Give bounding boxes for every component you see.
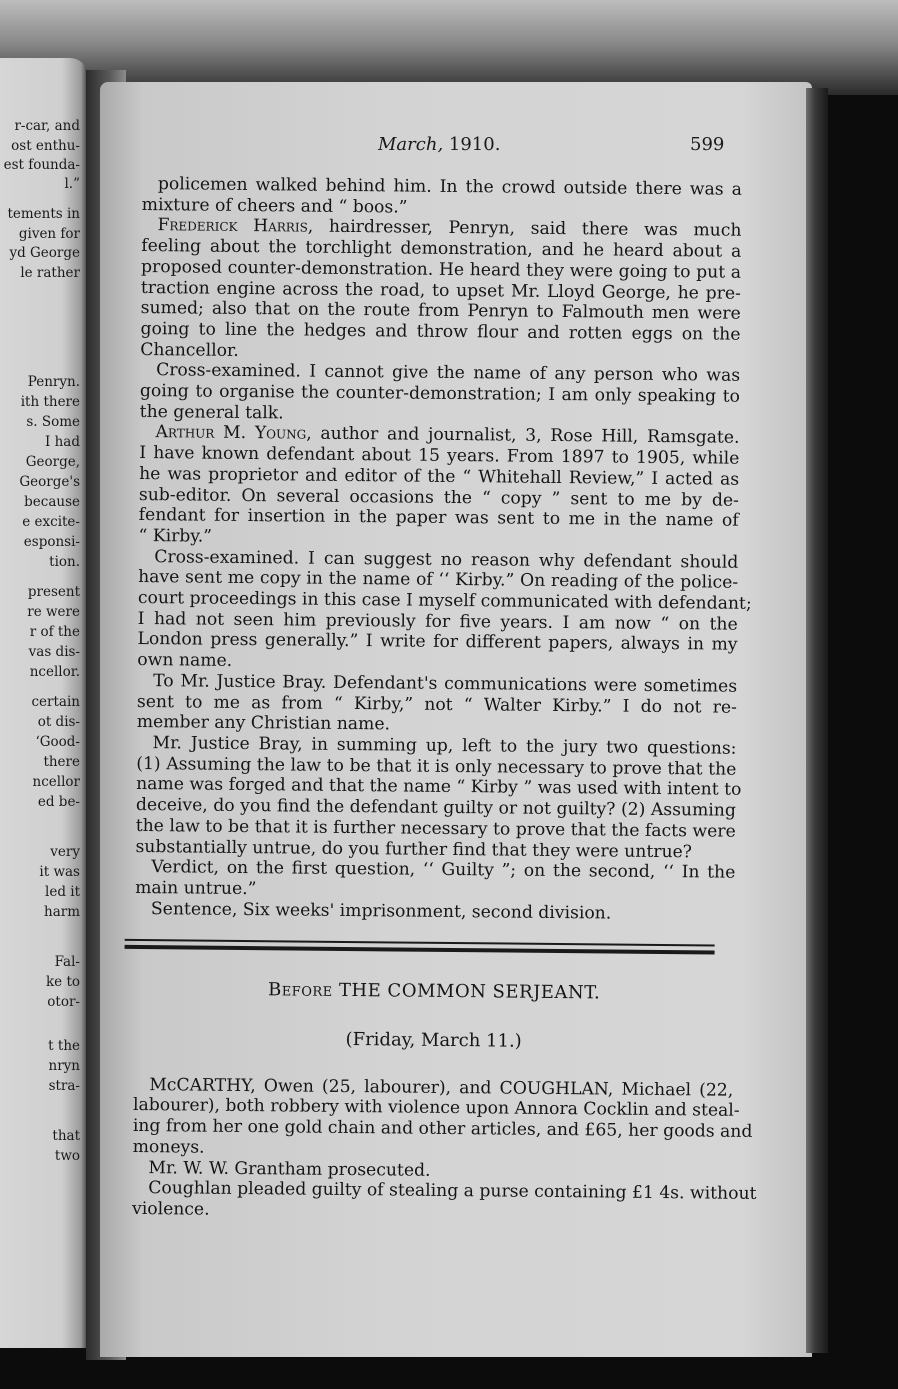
text-line: court proceedings in this case I myself communicated with defendant;	[137, 588, 752, 614]
left-page-line: ot dis-	[37, 714, 80, 730]
left-page-line: t the	[48, 1038, 80, 1054]
left-page-line: there	[43, 754, 80, 770]
left-page-line: ed be-	[37, 794, 80, 810]
text-line: Cross-examined. I cannot give the name of any person who was	[156, 360, 741, 387]
left-page-line: harm	[44, 904, 80, 920]
left-page-line: very	[50, 844, 80, 860]
left-page-line: vas dis-	[28, 644, 80, 660]
left-page-fragment	[0, 58, 88, 1348]
left-page-line: because	[24, 494, 80, 510]
left-page-line: it was	[39, 864, 80, 880]
paragraph	[140, 360, 741, 428]
testimony-paragraphs	[135, 174, 752, 925]
left-page-line: le rather	[20, 265, 80, 281]
left-page-line: tements in	[7, 206, 80, 222]
paragraph	[140, 215, 741, 366]
header-date: March, 1910.	[378, 134, 501, 155]
left-page-line: est founda-	[3, 157, 80, 173]
left-page-line: present	[27, 584, 80, 600]
left-page-line: two	[54, 1148, 80, 1164]
text-line: (1) Assuming the law to be that it is only necessary to prove that the	[136, 753, 737, 780]
text-line: McCARTHY, Owen (25, labourer), and COUGHLAN, Michael (22,	[149, 1074, 734, 1101]
text-line: member any Christian name.	[136, 712, 391, 735]
left-page-line: Penryn.	[27, 374, 80, 390]
paragraph	[135, 857, 735, 904]
paragraph	[132, 1074, 753, 1164]
paragraph	[135, 733, 742, 863]
text-line: the general talk.	[139, 401, 284, 424]
left-page-line: ncellor.	[29, 664, 80, 680]
left-page-line: that	[52, 1128, 80, 1144]
left-page-line: stra-	[48, 1078, 80, 1094]
section-divider	[125, 939, 715, 955]
left-page-line: ost enthu-	[11, 138, 80, 154]
text-line: the law to be that it is further necessary to prove that the facts were	[135, 815, 736, 842]
text-line: I had not seen him previously for five years. I am now “ on the	[137, 608, 738, 635]
text-line: substantially untrue, do you further find that they were untrue?	[135, 836, 693, 862]
text-line: traction engine across the road, to upset Mr. Lloyd George, he pre-	[140, 277, 741, 304]
right-page	[100, 82, 812, 1357]
text-line: deceive, do you find the defendant guilty or not guilty? (2) Assuming	[135, 795, 737, 821]
left-page-line: e excite-	[22, 514, 80, 530]
paragraph	[137, 546, 752, 677]
text-line: labourer), both robbery with violence upon Annora Cocklin and steal-	[132, 1095, 740, 1122]
left-page-line: ke to	[45, 974, 80, 990]
paragraph	[138, 422, 739, 552]
text-line: Verdict, on the first question, ‘‘ Guilty ”; on the second, ‘‘ In the	[151, 857, 736, 883]
text-line: fendant for insertion in the paper was sent to me in the name of	[138, 505, 739, 531]
text-line: Cross-examined. I can suggest no reason why defendant should	[154, 546, 739, 573]
text-line: policemen walked behind him. In the crowd outside there was a	[157, 174, 742, 200]
paragraph	[131, 1178, 757, 1225]
left-page-line: r of the	[29, 624, 80, 640]
text-line: feeling about the torchlight demonstration, and he heard about a	[141, 236, 742, 262]
text-line: main untrue.”	[135, 877, 257, 900]
text-line: “ Kirby.”	[138, 525, 213, 547]
text-line: moneys.	[132, 1136, 205, 1158]
left-page-line: l.”	[64, 176, 80, 192]
text-line: Sentence, Six weeks' imprisonment, second division.	[150, 898, 612, 924]
text-line: Arthur M. Young, author and journalist, 3, Rose Hill, Ramsgate.	[155, 422, 740, 449]
running-header	[100, 134, 812, 158]
text-line: Coughlan pleaded guilty of stealing a purse containing £1 4s. without	[148, 1178, 757, 1205]
page-number: 599	[690, 134, 725, 155]
left-page-line: yd George	[9, 245, 80, 261]
left-page-line: nryn	[48, 1058, 80, 1074]
left-page-line: led it	[45, 884, 80, 900]
left-page-line: ncellor	[32, 774, 80, 790]
left-page-line: I had	[44, 434, 80, 450]
left-page-line: esponsi-	[23, 534, 80, 550]
left-page-line: Fal-	[54, 954, 80, 970]
text-line: mixture of cheers and “ boos.”	[141, 194, 408, 218]
text-line: Chancellor.	[140, 339, 239, 361]
left-page-line: r-car, and	[14, 118, 80, 134]
text-line: proposed counter-demonstration. He heard they were going to put a	[141, 256, 742, 283]
section-heading: Before THE COMMON SERJEANT.	[267, 979, 601, 1004]
text-line: sumed; also that on the route from Penryn to Falmouth men were	[140, 298, 741, 324]
text-line: London press generally.” I write for different papers, always in my	[137, 629, 738, 656]
text-line: sent to me as from “ Kirby,” not “ Walter Kirby.” I do not re-	[136, 691, 738, 718]
left-page-line: tion.	[49, 554, 80, 570]
left-page-line: ith there	[20, 394, 80, 410]
section-date: (Friday, March 11.)	[345, 1029, 522, 1052]
text-line: he was proprietor and editor of the “ Whitehall Review,” I acted as	[139, 463, 740, 490]
left-page-line: s. Some	[26, 414, 80, 430]
text-line: going to organise the counter-demonstration; I am only speaking to	[139, 381, 740, 407]
text-line: ing from her one gold chain and other articles, and £65, her goods and	[132, 1116, 753, 1143]
text-line: name was forged and that the name “ Kirby ” was used with intent to	[136, 774, 742, 801]
left-page-line: re were	[27, 604, 80, 620]
text-line: I have known defendant about 15 years. From 1897 to 1905, while	[139, 443, 740, 469]
left-page-line: George,	[25, 454, 80, 470]
text-line: Mr. W. W. Grantham prosecuted.	[148, 1157, 431, 1181]
witness-name: Frederick Harris,	[157, 215, 314, 238]
left-page-line: otor-	[47, 994, 80, 1010]
witness-name: Arthur M. Young,	[155, 422, 312, 445]
left-page-line: given for	[18, 226, 80, 242]
text-line: To Mr. Justice Bray. Defendant's communications were sometimes	[153, 671, 738, 697]
text-line: Mr. Justice Bray, in summing up, left to the jury two questions:	[152, 733, 737, 759]
paragraph	[135, 899, 735, 925]
left-page-line: certain	[31, 694, 80, 710]
page-edge-shadow	[806, 88, 828, 1353]
text-line: have sent me copy in the name of ‘‘ Kirby.” On reading of the police-	[138, 567, 739, 594]
text-line: going to line the hedges and throw flour and rotten eggs on the	[140, 318, 741, 345]
text-line: Frederick Harris, hairdresser, Penryn, said there was much	[157, 215, 742, 242]
text-line: violence.	[131, 1198, 210, 1220]
left-page-line: George's	[19, 474, 80, 490]
text-line: sub-editor. On several occasions the “ copy ” sent to me by de-	[138, 484, 739, 511]
paragraph	[137, 671, 738, 739]
photo-background-top	[0, 0, 898, 95]
left-page-line: ‘Good-	[35, 734, 80, 750]
paragraph	[142, 174, 742, 221]
page-body	[131, 174, 757, 1225]
text-line: own name.	[137, 650, 233, 672]
case-paragraphs	[131, 1074, 757, 1226]
